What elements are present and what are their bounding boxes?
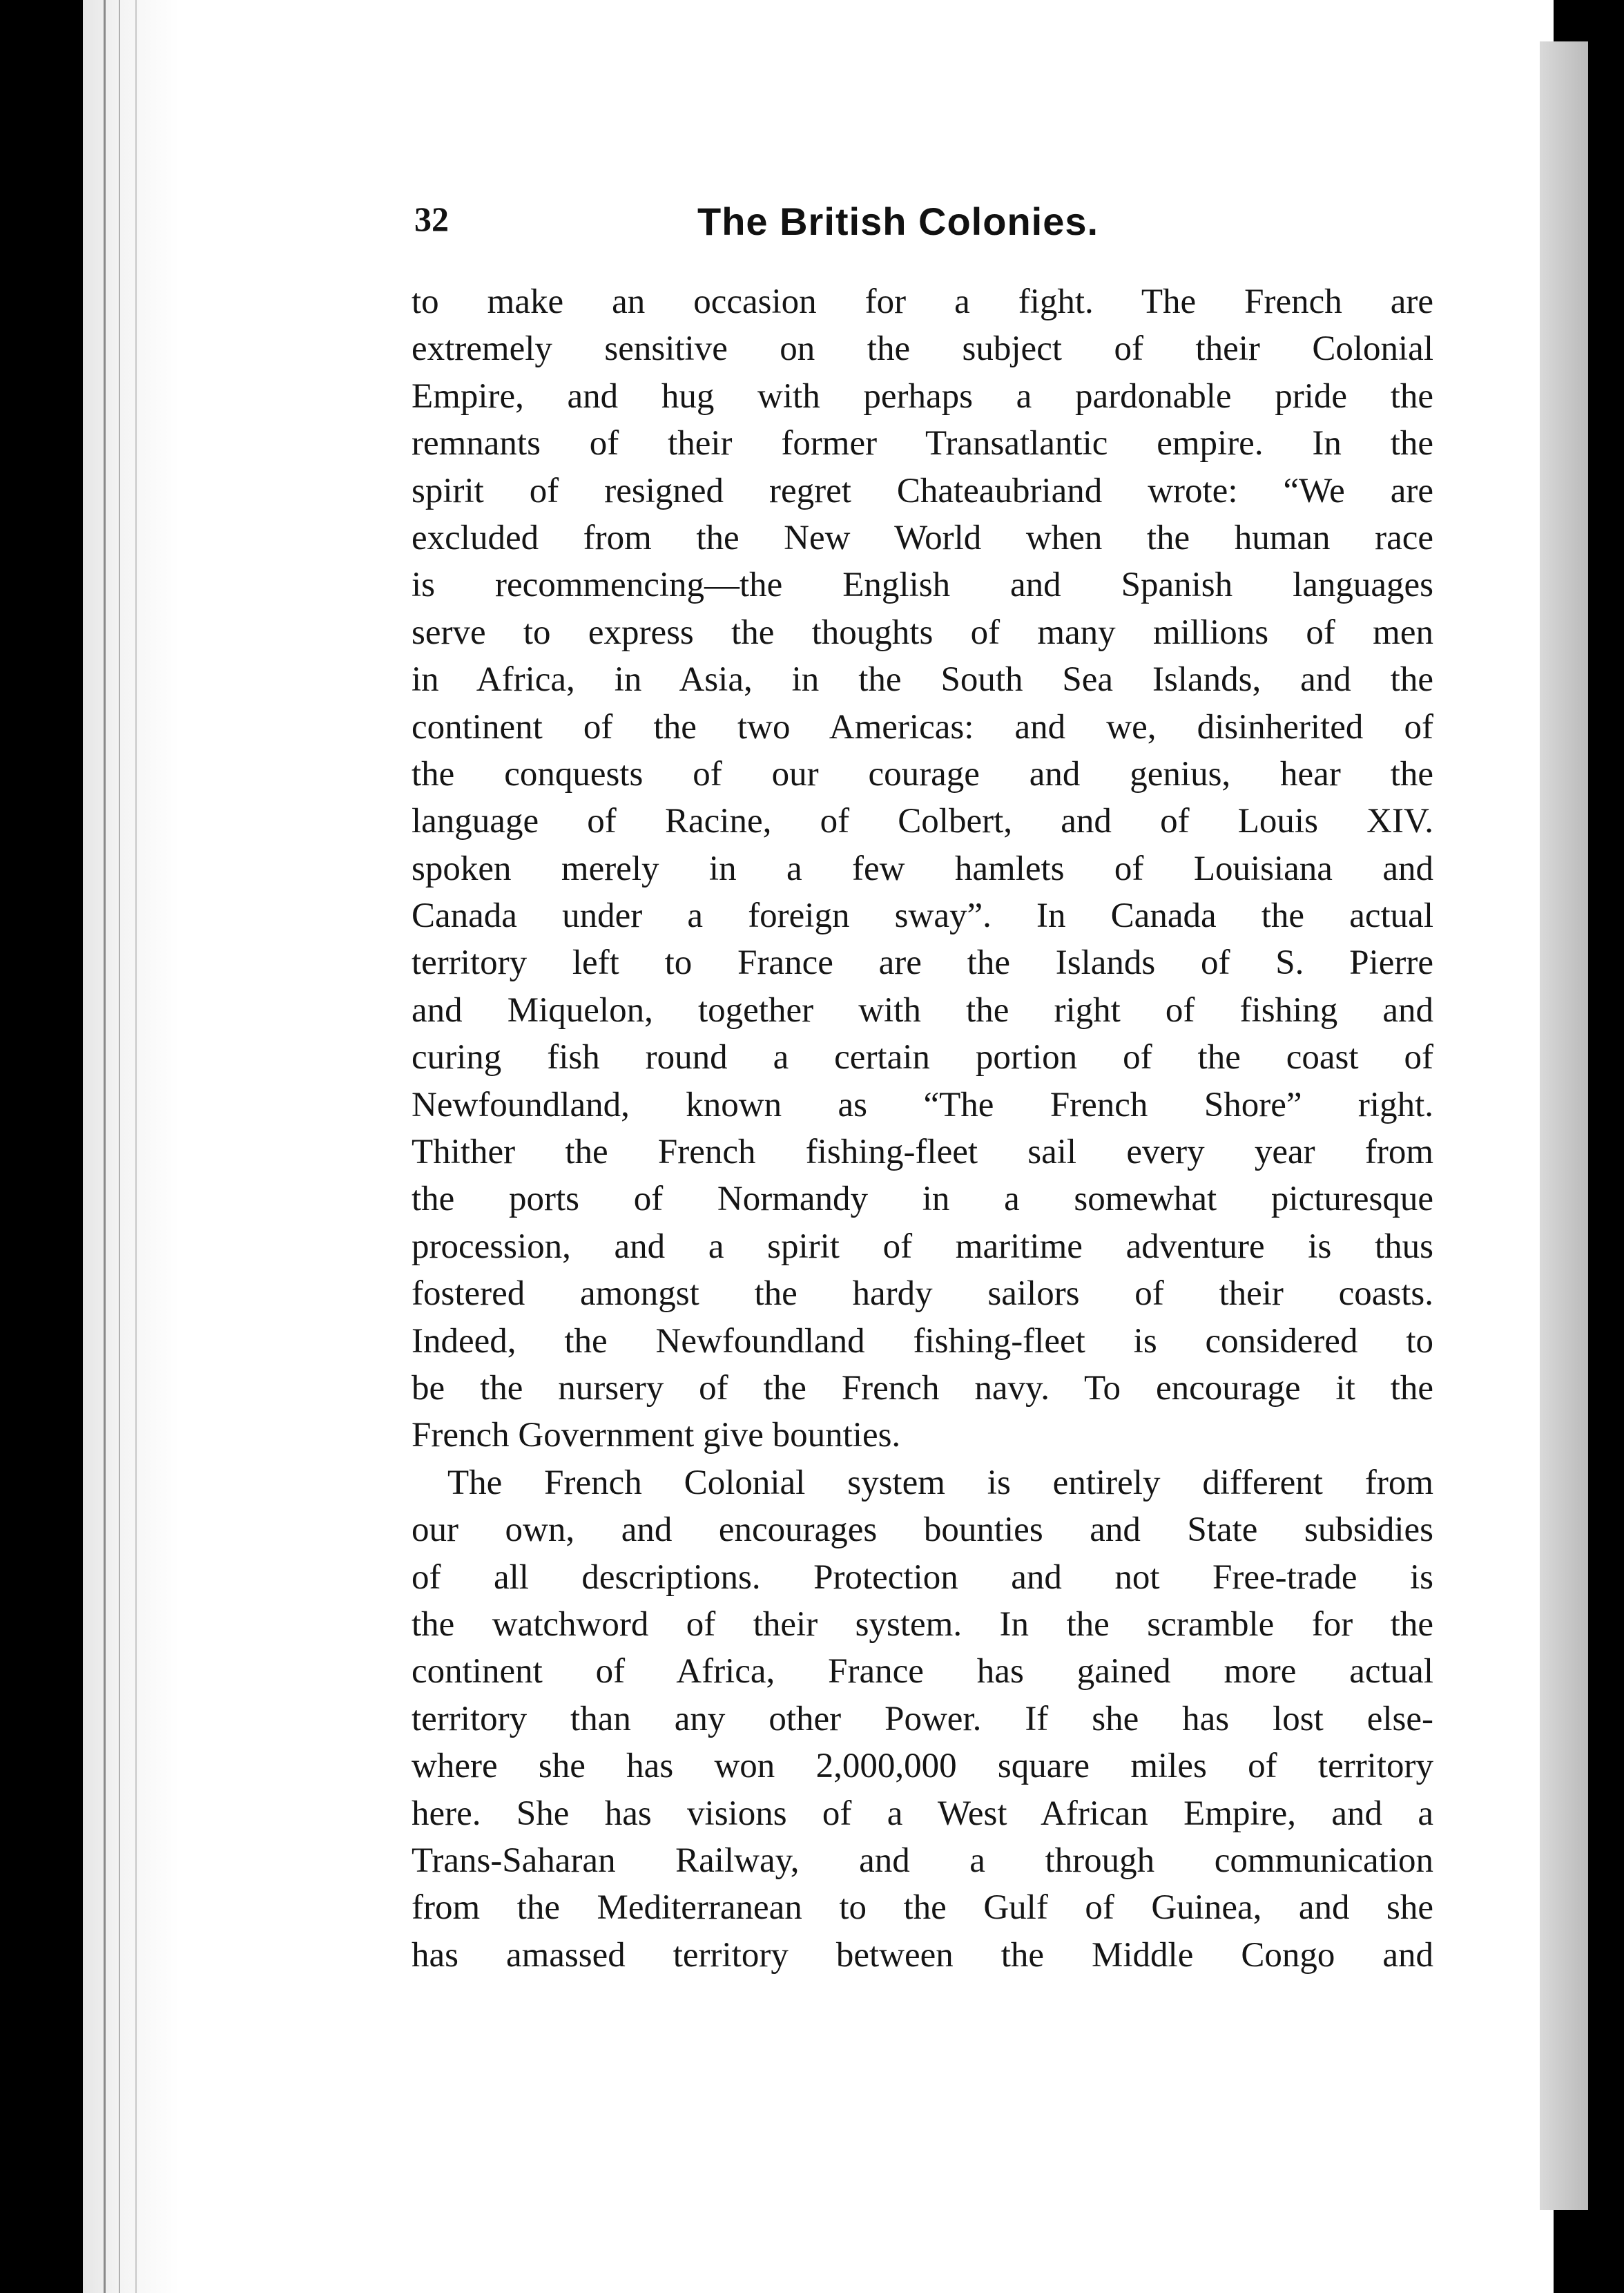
text-line: and Miquelon, together with the right of fishing and <box>412 990 1433 1030</box>
scan-border <box>1588 0 1624 2293</box>
text-line: Empire, and hug with perhaps a pardonable pride the <box>412 376 1433 416</box>
text-line: the watchword of their system. In the scramble for the <box>412 1604 1433 1644</box>
text-line: procession, and a spirit of maritime adventure is thus <box>412 1227 1433 1266</box>
text-line: Indeed, the Newfoundland fishing-fleet is considered to <box>412 1321 1433 1361</box>
text-line: spoken merely in a few hamlets of Louisiana and <box>412 849 1433 888</box>
text-line: here. She has visions of a West African Empire, and a <box>412 1794 1433 1833</box>
text-line: Trans-Saharan Railway, and a through communication <box>412 1841 1433 1880</box>
paragraph-1 <box>412 278 1433 1459</box>
text-line: where she has won 2,000,000 square miles of territory <box>412 1747 1433 1786</box>
text-line: extremely sensitive on the subject of their Colonial <box>412 329 1433 369</box>
text-line: the conquests of our courage and genius, hear the <box>412 754 1433 794</box>
body-text <box>412 278 1433 1979</box>
text-line: Newfoundland, known as “The French Shore” right. <box>412 1085 1433 1124</box>
text-line: curing fish round a certain portion of the coast of <box>412 1038 1433 1077</box>
text-line: of all descriptions. Protection and not Free-trade is <box>412 1557 1433 1597</box>
text-line: fostered amongst the hardy sailors of their coasts. <box>412 1274 1433 1314</box>
text-line: continent of Africa, France has gained more actual <box>412 1652 1433 1691</box>
text-line: our own, and encourages bounties and State subsidies <box>412 1510 1433 1550</box>
text-line: Canada under a foreign sway”. In Canada the actual <box>412 896 1433 936</box>
text-line: Thither the French fishing-fleet sail every year from <box>412 1133 1433 1172</box>
text-line: remnants of their former Transatlantic empire. In the <box>412 424 1433 463</box>
gutter-line <box>104 0 106 2293</box>
text-line: continent of the two Americas: and we, disinherited of <box>412 707 1433 747</box>
text-line: is recommencing—the English and Spanish languages <box>412 566 1433 605</box>
text-line: be the nursery of the French navy. To encourage it the <box>412 1368 1433 1408</box>
gutter-line <box>135 0 137 2293</box>
text-line: spirit of resigned regret Chateaubriand wrote: “We are <box>412 471 1433 510</box>
text-line: excluded from the New World when the human race <box>412 518 1433 557</box>
text-line: the ports of Normandy in a somewhat picturesque <box>412 1180 1433 1219</box>
text-line: from the Mediterranean to the Gulf of Guinea, and she <box>412 1888 1433 1928</box>
text-line: territory left to France are the Islands of S. Pierre <box>412 943 1433 983</box>
text-line: French Government give bounties. <box>412 1416 901 1455</box>
text-line: in Africa, in Asia, in the South Sea Islands, and the <box>412 660 1433 700</box>
running-header <box>414 199 1436 249</box>
page-gutter <box>83 0 180 2293</box>
text-line: has amassed territory between the Middle Congo and <box>412 1935 1433 1975</box>
paragraph-2 <box>412 1459 1433 1979</box>
running-title: The British Colonies. <box>697 200 1099 243</box>
text-line: The French Colonial system is entirely different from <box>447 1463 1433 1502</box>
gutter-line <box>119 0 120 2293</box>
text-line: language of Racine, of Colbert, and of Louis XIV. <box>412 802 1433 841</box>
page-number: 32 <box>414 200 449 238</box>
text-line: territory than any other Power. If she has lost else- <box>412 1699 1433 1738</box>
text-line: to make an occasion for a fight. The French are <box>412 282 1433 321</box>
text-line: serve to express the thoughts of many millions of men <box>412 613 1433 652</box>
